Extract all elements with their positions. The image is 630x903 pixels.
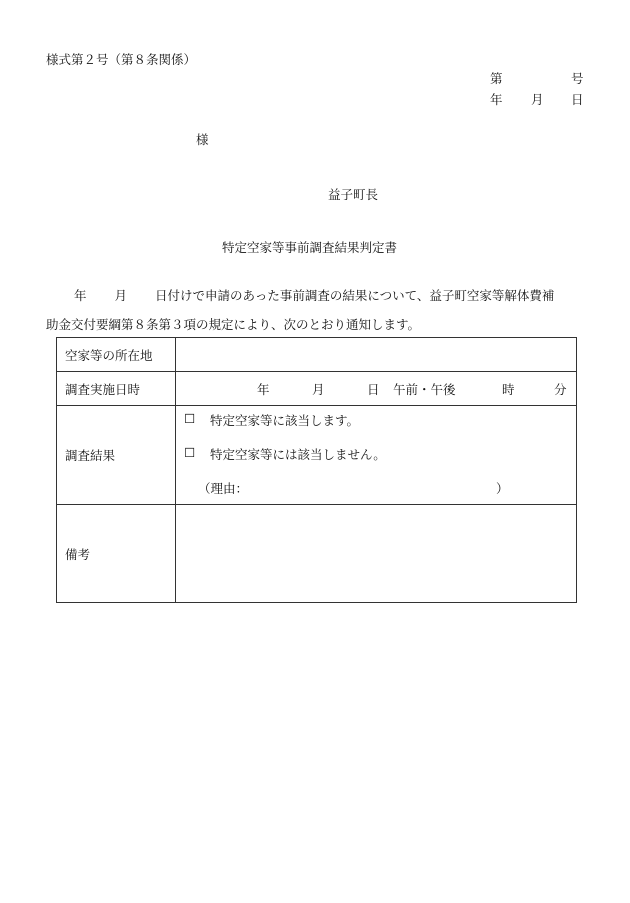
body-paragraph-line-1 — [46, 286, 554, 304]
checkbox-not-applicable[interactable]: ☐ — [184, 445, 196, 460]
result-label: 調査結果 — [57, 406, 176, 505]
reason-open: （理由： — [198, 481, 249, 496]
datetime-label: 調査実施日時 — [57, 372, 176, 406]
table-row-result — [57, 406, 577, 505]
location-field[interactable] — [176, 338, 577, 372]
datetime-hour: 時 — [502, 381, 515, 397]
remarks-field[interactable] — [176, 505, 577, 603]
inspection-result-table — [56, 337, 577, 603]
option-applicable-label: 特定空家等に該当します。 — [210, 413, 360, 428]
datetime-minute: 分 — [554, 381, 567, 397]
table-row-location — [57, 338, 577, 372]
reason-close: ） — [496, 481, 509, 496]
datetime-month: 月 — [312, 381, 325, 397]
datetime-day: 日 — [367, 381, 380, 397]
issue-date-day: 日 — [571, 92, 584, 107]
body-paragraph-line-2: 助金交付要綱第８条第３項の規定により、次のとおり通知します。 — [46, 317, 421, 332]
document-number-suffix: 号 — [571, 71, 584, 86]
remarks-label: 備考 — [57, 505, 176, 603]
location-label: 空家等の所在地 — [57, 338, 176, 372]
issuer-name: 益子町長 — [328, 187, 379, 202]
form-number: 様式第２号（第８条関係） — [46, 52, 197, 67]
datetime-am-pm: 午前・午後 — [393, 381, 456, 397]
table-row-remarks — [57, 505, 577, 603]
table-row-datetime — [57, 372, 577, 406]
datetime-year: 年 — [257, 381, 270, 397]
body-year: 年 — [74, 288, 87, 303]
issue-date-month: 月 — [531, 92, 544, 107]
document-title: 特定空家等事前調査結果判定書 — [222, 240, 398, 255]
body-text-rest: 日付けで申請のあった事前調査の結果について、益子町空家等解体費補 — [155, 288, 555, 303]
datetime-field[interactable] — [176, 372, 577, 406]
issue-date-year: 年 — [490, 92, 503, 107]
result-field — [176, 406, 577, 505]
option-not-applicable-label: 特定空家等には該当しません。 — [210, 447, 386, 462]
body-month: 月 — [114, 288, 128, 303]
addressee-honorific: 様 — [196, 132, 209, 147]
checkbox-applicable[interactable]: ☐ — [184, 411, 196, 426]
document-number-label: 第 — [490, 71, 503, 86]
